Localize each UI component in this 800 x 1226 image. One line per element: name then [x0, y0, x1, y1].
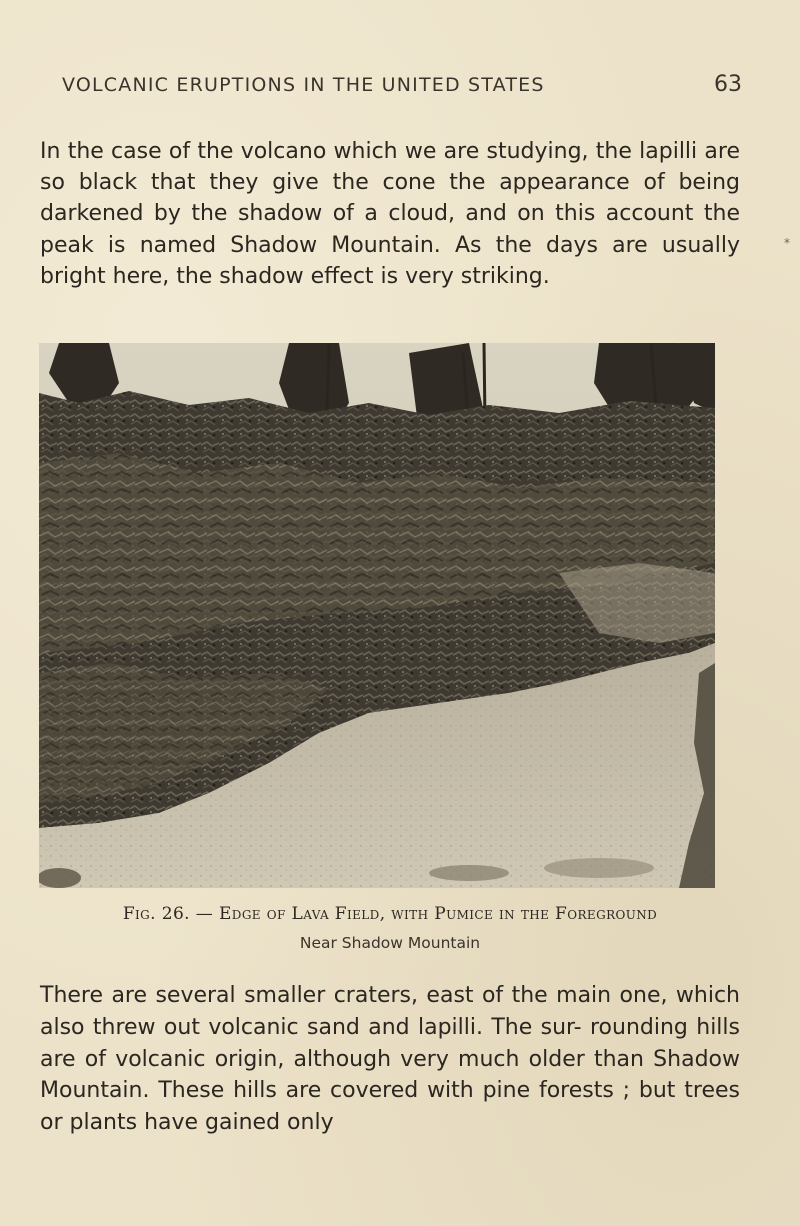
running-title: VOLCANIC ERUPTIONS IN THE UNITED STATES: [62, 74, 545, 96]
paragraph-1: In the case of the volcano which we are studying, the lapilli are so black that they give the cone the appearance of being darkened by the shadow of a cloud, and on this account the peak is named Shadow Mountain. As the days are usually bright here, the shadow effect is very striking.: [40, 139, 740, 289]
page-number: 63: [714, 72, 742, 97]
figure-subcaption: Near Shadow Mountain: [299, 934, 481, 952]
running-header: [62, 72, 742, 97]
photo-lava-field: [39, 343, 715, 888]
margin-speck: *: [784, 236, 790, 250]
paragraph-2: There are several smaller craters, east of the main one, which also threw out volcanic sand and lapilli. The sur- rounding hills are of volcanic origin, although very much older than Shadow Mountain. These hills are covered with pine forests ; but trees or plants have gained only: [40, 983, 740, 1136]
figure-caption: Fig. 26. — Edge of Lava Field, with Pumice in the Foreground: [122, 904, 658, 924]
